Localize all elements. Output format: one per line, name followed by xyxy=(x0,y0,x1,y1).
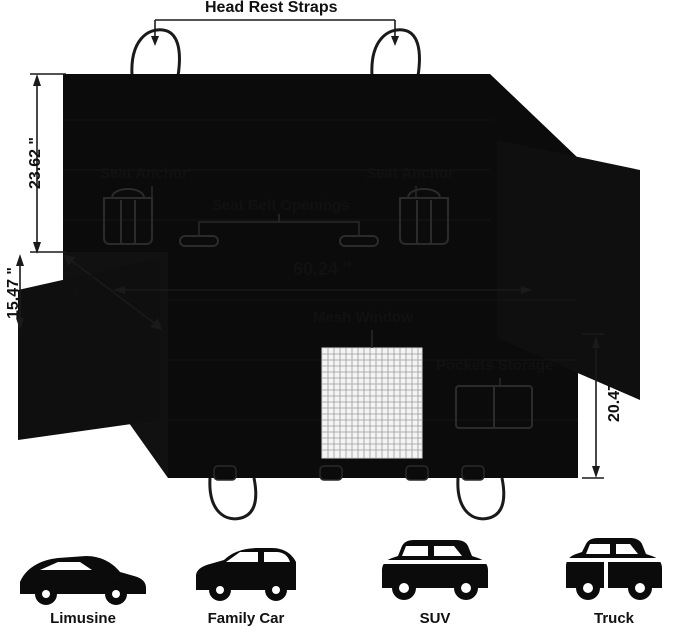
mesh-window-graphic xyxy=(322,348,422,458)
label-seat-belt-openings: Seat Belt Openings xyxy=(212,197,350,214)
dimension-label-height-back: 23.62 " xyxy=(27,136,44,190)
dimension-label-height-front: 20.47 " xyxy=(606,369,623,423)
head-rest-strap-leader xyxy=(151,20,399,46)
head-rest-strap-loops xyxy=(132,30,420,76)
bottom-strap-loops xyxy=(210,478,504,519)
label-head-rest-straps: Head Rest Straps xyxy=(205,0,338,16)
label-seat-anchor-right: Seat Anchor xyxy=(366,165,454,182)
vehicle-label-family-car: Family Car xyxy=(207,610,285,627)
dimension-label-depth: 20 " xyxy=(67,272,102,304)
dimension-label-width: 60.24 " xyxy=(293,259,352,279)
vehicle-icon-limousine xyxy=(20,556,146,605)
vehicle-icon-family-car xyxy=(196,548,296,601)
vehicle-icon-suv xyxy=(382,540,488,600)
vehicle-label-limousine: Limusine xyxy=(50,610,116,627)
cover-back-panel xyxy=(63,74,490,252)
dimension-label-side-flap: 15.47 " xyxy=(5,266,22,320)
label-pockets-storage: Pockets Storage xyxy=(436,357,554,374)
vehicle-label-truck: Truck xyxy=(593,610,635,627)
vehicle-label-suv: SUV xyxy=(419,610,451,627)
label-mesh-window: Mesh Window xyxy=(313,309,413,326)
vehicle-icon-truck xyxy=(566,538,662,600)
label-seat-anchor-left: Seat Anchor xyxy=(100,165,188,182)
